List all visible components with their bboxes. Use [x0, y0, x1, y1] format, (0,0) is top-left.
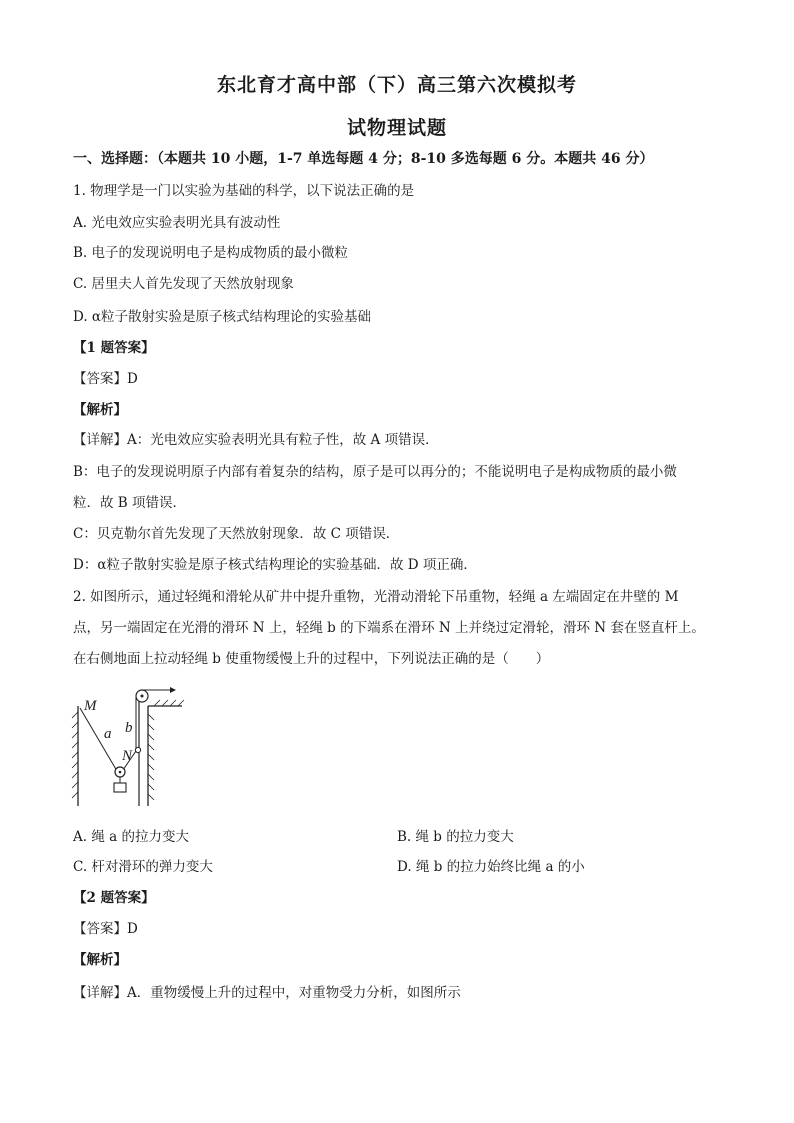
q2-answer-tag: 【2 题答案】 [73, 890, 155, 906]
q1-answer-tag: 【1 题答案】 [73, 340, 155, 356]
q1-option-d: D. α粒子散射实验是原子核式结构理论的实验基础 [73, 309, 372, 325]
q2-option-d: D. 绳 b 的拉力始终比绳 a 的小 [397, 859, 585, 875]
mine-pulley-diagram [70, 684, 190, 808]
q1-stem: 1. 物理学是一门以实验为基础的科学，以下说法正确的是 [73, 183, 415, 199]
q2-stem-line: 点，另一端固定在光滑的滑环 N 上，轻绳 b 的下端系在滑环 N 上并绕过定滑轮，滑环 N 套在竖直杆上。 [73, 620, 705, 636]
document-subtitle: 试物理试题 [346, 117, 447, 139]
q1-detail-line: 粒．故 B 项错误． [73, 495, 187, 511]
q1-analysis-label: 【解析】 [73, 402, 127, 418]
q1-option-a: A. 光电效应实验表明光具有波动性 [73, 215, 281, 231]
label-a: a [104, 726, 112, 742]
q1-option-c: C. 居里夫人首先发现了天然放射现象 [73, 276, 294, 292]
label-M: M [84, 698, 97, 714]
document-title: 东北育才高中部（下）高三第六次模拟考 [216, 74, 577, 96]
q2-answer: 【答案】D [73, 921, 138, 937]
q2-analysis-label: 【解析】 [73, 952, 127, 968]
q2-stem-line: 2. 如图所示，通过轻绳和滑轮从矿井中提升重物，光滑动滑轮下吊重物，轻绳 a 左端固定在井壁的 M [73, 589, 679, 605]
q2-option-c: C. 杆对滑环的弹力变大 [73, 859, 213, 875]
q2-option-b: B. 绳 b 的拉力变大 [397, 829, 514, 845]
q2-option-a: A. 绳 a 的拉力变大 [73, 829, 189, 845]
q1-option-b: B. 电子的发现说明电子是构成物质的最小微粒 [73, 245, 349, 261]
label-N: N [122, 748, 133, 764]
label-b: b [125, 720, 133, 736]
q1-detail-line: C：贝克勒尔首先发现了天然放射现象．故 C 项错误． [73, 526, 400, 542]
q1-answer: 【答案】D [73, 371, 138, 387]
section-heading: 一、选择题：（本题共 10 小题，1-7 单选每题 4 分；8-10 多选每题 6 分。本题共 46 分） [73, 151, 654, 167]
q1-detail-line: 【详解】A：光电效应实验表明光具有粒子性，故 A 项错误． [73, 432, 439, 448]
q2-detail: 【详解】A．重物缓慢上升的过程中，对重物受力分析，如图所示 [73, 985, 461, 1001]
q2-stem-line: 在右侧地面上拉动轻绳 b 使重物缓慢上升的过程中，下列说法正确的是（ ） [73, 651, 550, 667]
q1-detail-line: B：电子的发现说明原子内部有着复杂的结构，原子是可以再分的；不能说明电子是构成物质的最小微 [73, 464, 677, 480]
q1-detail-line: D：α粒子散射实验是原子核式结构理论的实验基础．故 D 项正确． [73, 557, 477, 573]
